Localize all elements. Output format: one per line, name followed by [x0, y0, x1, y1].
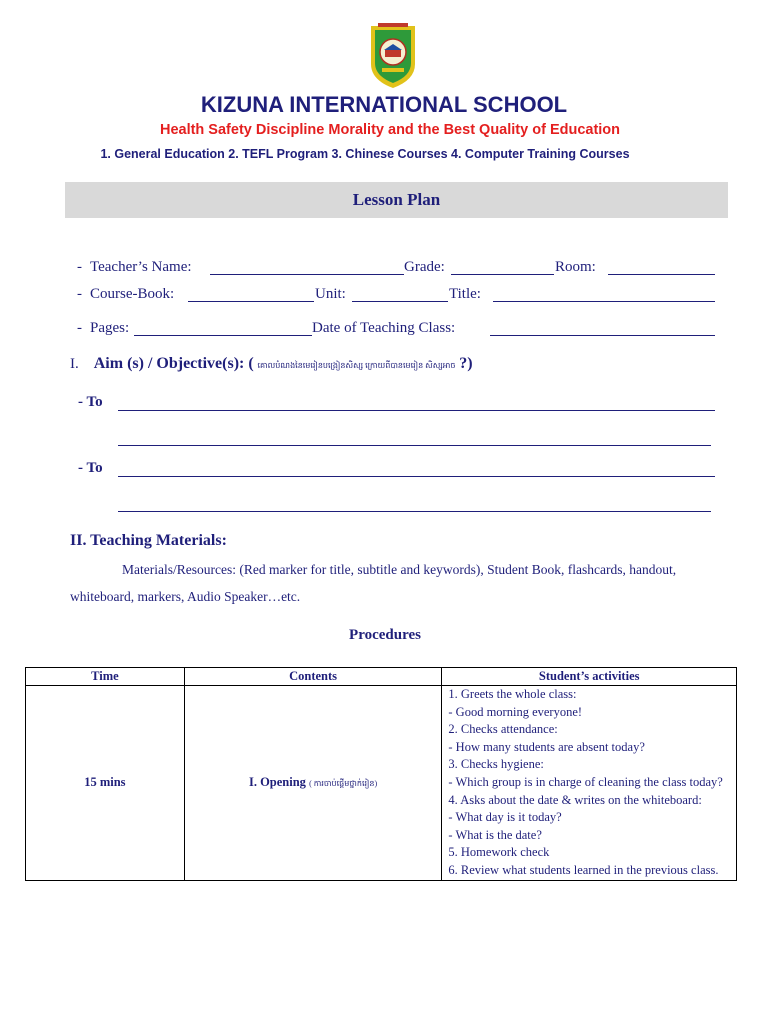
activity-line: 2. Checks attendance:	[448, 722, 558, 737]
teacher-name-label: Teacher’s Name:	[90, 259, 192, 275]
activities-cell	[442, 686, 737, 881]
objective-line-2b[interactable]	[118, 496, 711, 512]
unit-field[interactable]	[352, 286, 448, 302]
course-book-field[interactable]	[188, 286, 314, 302]
teacher-name-field[interactable]	[210, 259, 404, 275]
room-field[interactable]	[608, 259, 715, 275]
section-number: I.	[70, 356, 79, 372]
field-row-course	[0, 286, 768, 306]
activity-line: 3. Checks hygiene:	[448, 757, 544, 772]
field-row-teacher	[0, 259, 768, 279]
school-name: KIZUNA INTERNATIONAL SCHOOL	[200, 92, 568, 117]
objective-line-2a[interactable]	[118, 461, 715, 477]
activity-line: - How many students are absent today?	[448, 739, 645, 754]
table-row	[26, 686, 737, 881]
school-logo	[368, 22, 418, 90]
pages-label: Pages:	[90, 320, 130, 336]
activity-line: 4. Asks about the date & writes on the whiteboard:	[448, 792, 702, 807]
date-field[interactable]	[490, 320, 715, 336]
procedures-table	[25, 667, 737, 881]
aim-heading	[70, 355, 473, 373]
lesson-plan-title-bar	[65, 182, 728, 218]
aim-khmer-note: គោលបំណងនៃមេរៀនបង្រៀនសិស្ស ក្រោយពីបានមេរៀន សិស្សអាច	[257, 361, 456, 370]
contents-title: I. Opening	[248, 775, 306, 790]
teaching-materials-text: Materials/Resources: (Red marker for title, subtitle and keywords), Student Book, flashcards, handout, whiteboard, markers, Audio Speaker…etc.	[70, 562, 677, 604]
school-programs: 1. General Education 2. TEFL Program 3. Chinese Courses 4. Computer Training Courses	[100, 147, 630, 161]
school-tagline: Health Safety Discipline Morality and the Best Quality of Education	[159, 122, 621, 138]
course-book-label: Course-Book:	[90, 286, 175, 302]
field-row-pages	[0, 320, 768, 340]
bullet-dash: -	[77, 259, 82, 275]
column-header-activities: Student’s activities	[442, 668, 737, 686]
activity-line: - Which group is in charge of cleaning the class today?	[448, 774, 723, 789]
column-header-time: Time	[26, 668, 185, 686]
lesson-plan-title: Lesson Plan	[352, 190, 441, 209]
contents-cell	[184, 686, 442, 881]
aim-title: Aim (s) / Objective(s): (	[93, 355, 254, 372]
grade-field[interactable]	[451, 259, 554, 275]
bullet-dash: -	[77, 320, 82, 336]
activity-line: - Good morning everyone!	[448, 704, 583, 719]
activity-line: - What day is it today?	[448, 810, 562, 825]
title-label: Title:	[449, 286, 481, 302]
grade-label: Grade:	[404, 259, 445, 275]
contents-khmer-note: ( ការចាប់ផ្តើមថ្នាក់រៀន)	[309, 779, 378, 789]
teaching-materials-heading: II. Teaching Materials:	[70, 532, 227, 549]
title-field[interactable]	[493, 286, 715, 302]
time-cell: 15 mins	[26, 686, 185, 881]
objective-line-1a[interactable]	[118, 395, 715, 411]
procedures-heading: Procedures	[349, 627, 421, 643]
table-header-row	[26, 668, 737, 686]
objective-line-1b[interactable]	[118, 430, 711, 446]
room-label: Room:	[555, 259, 596, 275]
date-label: Date of Teaching Class:	[312, 320, 456, 336]
activity-line: 5. Homework check	[448, 845, 550, 860]
activity-line: - What is the date?	[448, 827, 542, 842]
activity-line: 6. Review what students learned in the previous class.	[448, 862, 719, 877]
pages-field[interactable]	[134, 320, 312, 336]
unit-label: Unit:	[315, 286, 346, 302]
column-header-contents: Contents	[184, 668, 442, 686]
objective-to-label-2: - To	[78, 460, 103, 476]
objective-to-label-1: - To	[78, 394, 103, 410]
activity-line: 1. Greets the whole class:	[448, 687, 577, 701]
bullet-dash: -	[77, 286, 82, 302]
aim-title-end: ?)	[459, 355, 473, 372]
